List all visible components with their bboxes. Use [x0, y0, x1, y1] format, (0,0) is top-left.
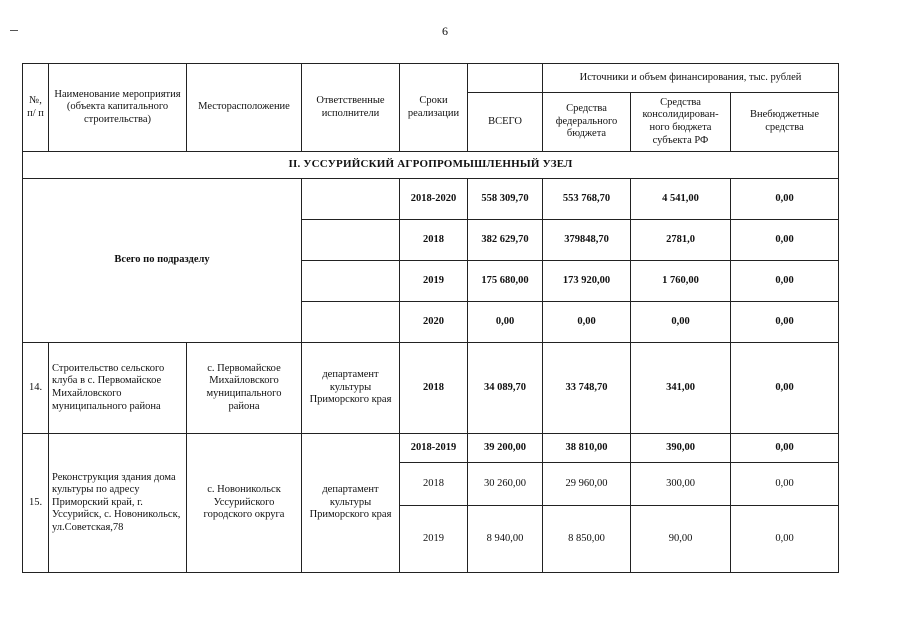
subtotal-regional: 0,00 [631, 302, 731, 343]
row-num: 15. [23, 434, 49, 573]
row-period: 2018 [400, 343, 468, 434]
subtotal-federal: 173 920,00 [543, 261, 631, 302]
row-federal: 38 810,00 [543, 434, 631, 463]
header-total: ВСЕГО [468, 93, 543, 152]
section-title: II. УССУРИЙСКИЙ АГРОПРОМЫШЛЕННЫЙ УЗЕЛ [23, 152, 839, 179]
row-total: 34 089,70 [468, 343, 543, 434]
row-extra: 0,00 [731, 463, 839, 506]
subtotal-executor-cell [302, 220, 400, 261]
header-sources: Источники и объем финансирования, тыс. рублей [543, 64, 839, 93]
row-federal: 8 850,00 [543, 506, 631, 573]
row-name: Реконструкция здания дома культуры по адресу Приморский край, г. Уссурийск, с. Новоникольск, ул.Советская,78 [49, 434, 187, 573]
header-consolidated: Средства консолидирован-ного бюджета субъекта РФ [631, 93, 731, 152]
subtotal-regional: 1 760,00 [631, 261, 731, 302]
subtotal-regional: 4 541,00 [631, 179, 731, 220]
financing-table [22, 63, 839, 573]
subtotal-federal: 553 768,70 [543, 179, 631, 220]
row-period: 2019 [400, 506, 468, 573]
subtotal-total: 382 629,70 [468, 220, 543, 261]
row-extra: 0,00 [731, 506, 839, 573]
subtotal-period: 2019 [400, 261, 468, 302]
header-empty [468, 64, 543, 93]
subtotal-total: 0,00 [468, 302, 543, 343]
subtotal-federal: 379848,70 [543, 220, 631, 261]
row-regional: 390,00 [631, 434, 731, 463]
row-period: 2018-2019 [400, 434, 468, 463]
row-period: 2018 [400, 463, 468, 506]
subtotal-executor-cell [302, 179, 400, 220]
subtotal-label: Всего по подразделу [23, 179, 302, 343]
subtotal-extra: 0,00 [731, 179, 839, 220]
row-executor: департамент культуры Приморского края [302, 434, 400, 573]
subtotal-extra: 0,00 [731, 302, 839, 343]
subtotal-period: 2018-2020 [400, 179, 468, 220]
header-terms: Сроки реализации [400, 64, 468, 152]
row-executor: департамент культуры Приморского края [302, 343, 400, 434]
row-extra: 0,00 [731, 434, 839, 463]
subtotal-extra: 0,00 [731, 261, 839, 302]
row-regional: 90,00 [631, 506, 731, 573]
row-federal: 29 960,00 [543, 463, 631, 506]
row-name: Строительство сельского клуба в с. Первомайское Михайловского муниципального района [49, 343, 187, 434]
subtotal-total: 175 680,00 [468, 261, 543, 302]
subtotal-regional: 2781,0 [631, 220, 731, 261]
row-location: с. Новоникольск Уссурийского городского округа [187, 434, 302, 573]
subtotal-total: 558 309,70 [468, 179, 543, 220]
header-extrabudget: Внебюджетные средства [731, 93, 839, 152]
row-num: 14. [23, 343, 49, 434]
row-regional: 341,00 [631, 343, 731, 434]
row-location: с. Первомайское Михайловского муниципального района [187, 343, 302, 434]
subtotal-federal: 0,00 [543, 302, 631, 343]
header-executors: Ответственные исполнители [302, 64, 400, 152]
subtotal-extra: 0,00 [731, 220, 839, 261]
row-total: 30 260,00 [468, 463, 543, 506]
header-federal: Средства федерального бюджета [543, 93, 631, 152]
subtotal-period: 2020 [400, 302, 468, 343]
row-federal: 33 748,70 [543, 343, 631, 434]
header-name: Наименование мероприятия (объекта капитального строительства) [49, 64, 187, 152]
row-extra: 0,00 [731, 343, 839, 434]
page-number: 6 [442, 24, 448, 38]
subtotal-executor-cell [302, 261, 400, 302]
subtotal-period: 2018 [400, 220, 468, 261]
header-num: №, п/ п [23, 64, 49, 152]
row-regional: 300,00 [631, 463, 731, 506]
row-total: 39 200,00 [468, 434, 543, 463]
subtotal-executor-cell [302, 302, 400, 343]
header-location: Месторасположение [187, 64, 302, 152]
row-total: 8 940,00 [468, 506, 543, 573]
